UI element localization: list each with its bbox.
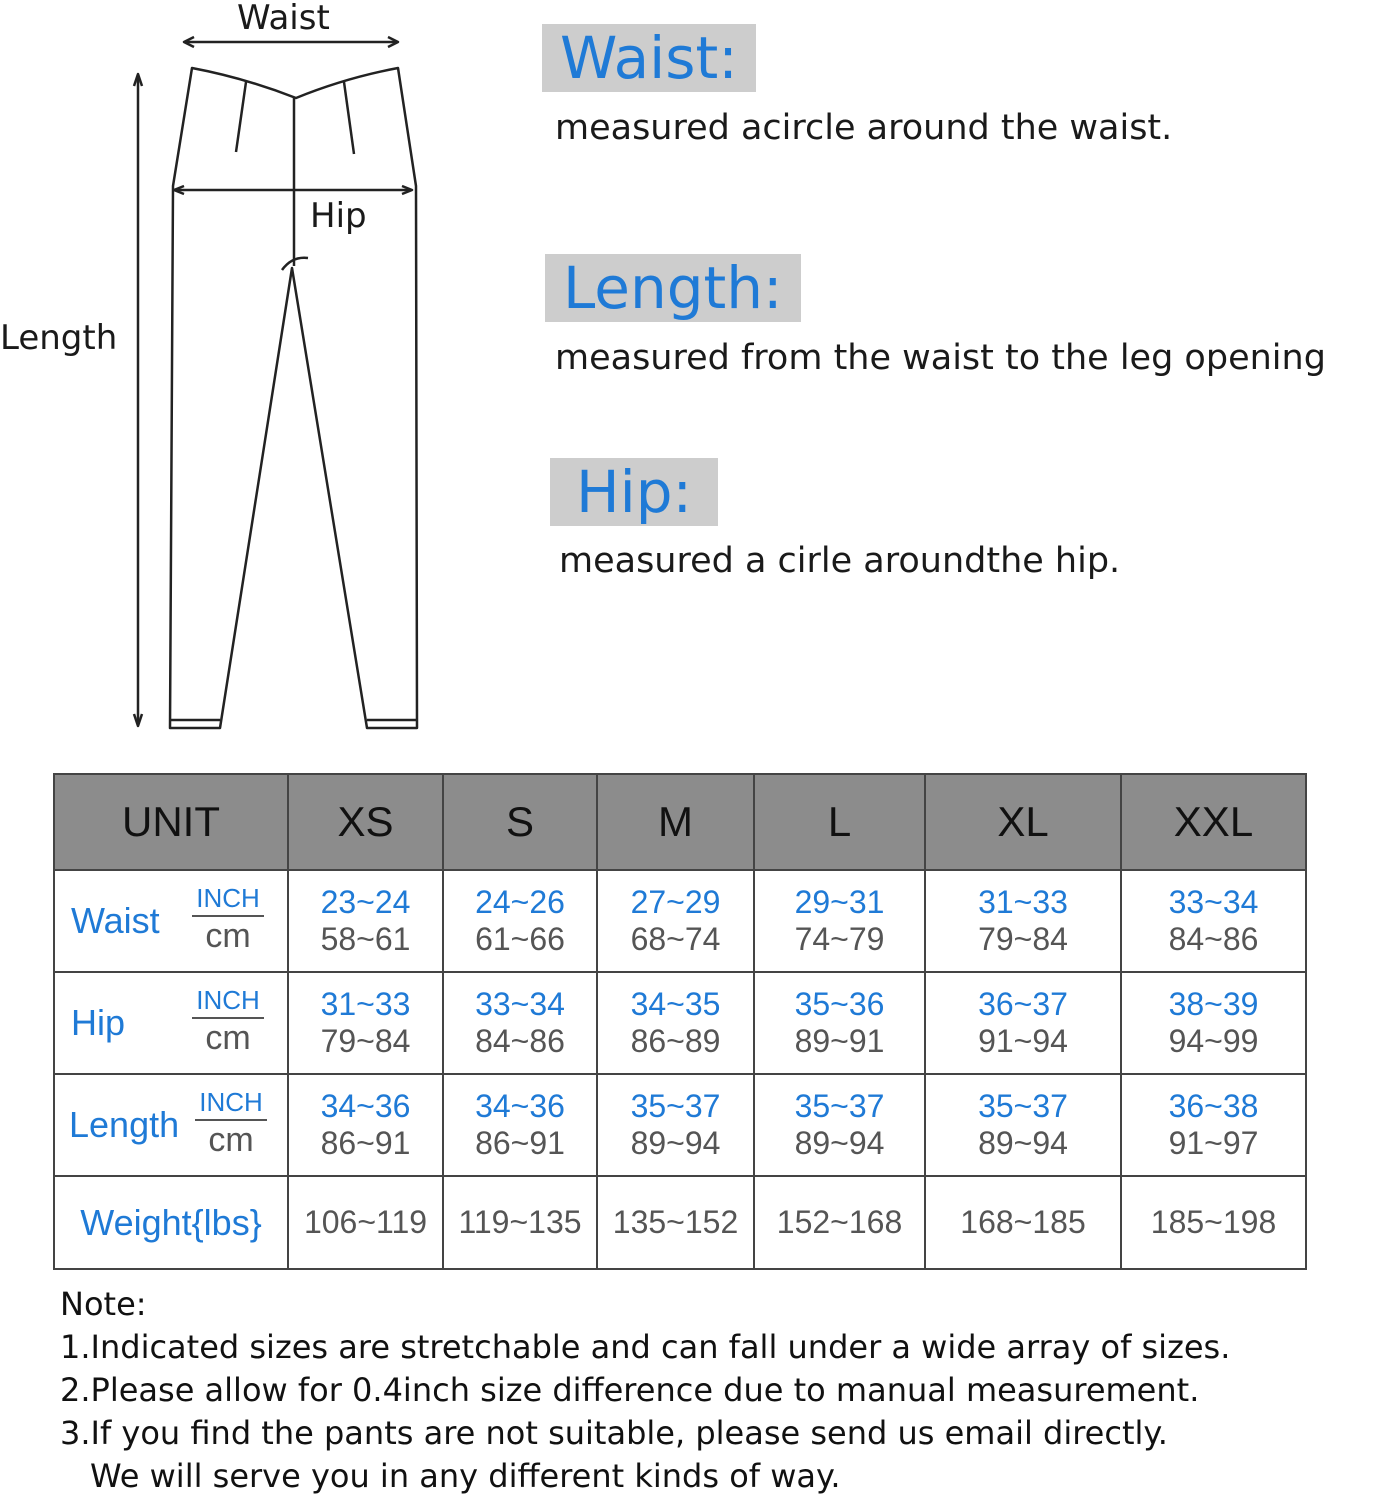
- size-header-l: L: [754, 774, 925, 870]
- cm-value: 79~84: [320, 1023, 411, 1059]
- inch-value: 36~38: [1168, 1088, 1259, 1124]
- cm-value: 79~84: [978, 921, 1068, 957]
- unit-stack: [192, 883, 264, 955]
- table-cell: [443, 972, 597, 1074]
- table-row-hip: [54, 972, 1306, 1074]
- table-cell: [925, 1074, 1121, 1176]
- cm-value: 91~94: [978, 1023, 1068, 1059]
- inch-value: 35~37: [978, 1088, 1068, 1124]
- inch-label: INCH: [192, 985, 264, 1019]
- table-row-length: [54, 1074, 1306, 1176]
- table-cell: [288, 870, 443, 972]
- unit-header: UNIT: [54, 774, 288, 870]
- cm-value: 89~94: [794, 1125, 885, 1161]
- cm-value: 89~91: [794, 1023, 885, 1059]
- inch-value: 35~37: [630, 1088, 721, 1124]
- waist-diagram-label: Waist: [237, 0, 330, 38]
- waist-definition-heading: Waist:: [542, 24, 756, 92]
- note-title: Note:: [60, 1285, 147, 1323]
- cm-value: 91~97: [1168, 1125, 1259, 1161]
- inch-value: 23~24: [320, 884, 411, 920]
- row-label: Length: [69, 1104, 180, 1145]
- hip-diagram-label: Hip: [310, 196, 367, 236]
- table-cell: [288, 972, 443, 1074]
- length-definition-heading: Length:: [545, 254, 801, 322]
- inch-value: 38~39: [1168, 986, 1259, 1022]
- cm-value: 84~86: [475, 1023, 565, 1059]
- row-head-hip: [54, 972, 288, 1074]
- inch-value: 33~34: [1168, 884, 1259, 920]
- cm-value: 68~74: [630, 921, 721, 957]
- table-header-row: [54, 774, 1306, 870]
- inch-value: 29~31: [794, 884, 885, 920]
- inch-value: 36~37: [978, 986, 1068, 1022]
- size-header-m: M: [597, 774, 754, 870]
- hip-definition-text: measured a cirle aroundthe hip.: [559, 541, 1121, 581]
- pants-diagram: [0, 0, 440, 740]
- size-header-xl: XL: [925, 774, 1121, 870]
- cm-value: 61~66: [475, 921, 565, 957]
- weight-value: 168~185: [925, 1176, 1121, 1269]
- inch-value: 34~35: [630, 986, 721, 1022]
- inch-value: 35~37: [794, 1088, 885, 1124]
- weight-value: 135~152: [597, 1176, 754, 1269]
- cm-value: 94~99: [1168, 1023, 1259, 1059]
- cm-value: 89~94: [630, 1125, 721, 1161]
- size-chart-table: [53, 773, 1307, 1270]
- hip-definition-heading: Hip:: [550, 458, 718, 526]
- unit-stack: [192, 985, 264, 1057]
- weight-value: 185~198: [1121, 1176, 1306, 1269]
- row-label: Waist: [71, 900, 160, 941]
- inch-label: INCH: [195, 1087, 267, 1121]
- row-head-weight: Weight{lbs}: [54, 1176, 288, 1269]
- cm-label: cm: [205, 917, 251, 955]
- inch-label: INCH: [192, 883, 264, 917]
- cm-value: 86~89: [630, 1023, 721, 1059]
- note-line-1: 1.Indicated sizes are stretchable and can fall under a wide array of sizes.: [60, 1328, 1231, 1366]
- inch-value: 35~36: [794, 986, 885, 1022]
- row-head-length: [54, 1074, 288, 1176]
- size-header-xxl: XXL: [1121, 774, 1306, 870]
- table-cell: [1121, 1074, 1306, 1176]
- cm-value: 89~94: [978, 1125, 1068, 1161]
- table-cell: [443, 870, 597, 972]
- inch-value: 24~26: [475, 884, 565, 920]
- cm-label: cm: [205, 1019, 251, 1057]
- inch-value: 31~33: [978, 884, 1068, 920]
- table-cell: [288, 1074, 443, 1176]
- inch-value: 34~36: [475, 1088, 565, 1124]
- table-cell: [597, 1074, 754, 1176]
- table-cell: [597, 870, 754, 972]
- table-row-weight: [54, 1176, 1306, 1269]
- size-header-s: S: [443, 774, 597, 870]
- length-diagram-label: Length: [0, 318, 118, 358]
- note-line-3: 3.If you find the pants are not suitable, please send us email directly.: [60, 1414, 1168, 1452]
- row-head-waist: [54, 870, 288, 972]
- row-label: Hip: [71, 1002, 126, 1043]
- size-header-xs: XS: [288, 774, 443, 870]
- weight-value: 106~119: [288, 1176, 443, 1269]
- inch-value: 27~29: [630, 884, 721, 920]
- table-cell: [754, 1074, 925, 1176]
- table-cell: [443, 1074, 597, 1176]
- inch-value: 31~33: [320, 986, 411, 1022]
- table-cell: [754, 972, 925, 1074]
- table-cell: [754, 870, 925, 972]
- cm-label: cm: [208, 1121, 254, 1159]
- note-line-4: We will serve you in any different kinds of way.: [90, 1457, 841, 1495]
- unit-stack: [195, 1087, 267, 1159]
- table-cell: [1121, 972, 1306, 1074]
- table-cell: [597, 972, 754, 1074]
- weight-value: 119~135: [443, 1176, 597, 1269]
- length-definition-text: measured from the waist to the leg opening: [555, 338, 1326, 378]
- cm-value: 84~86: [1168, 921, 1259, 957]
- note-line-2: 2.Please allow for 0.4inch size difference due to manual measurement.: [60, 1371, 1200, 1409]
- table-cell: [1121, 870, 1306, 972]
- cm-value: 74~79: [794, 921, 885, 957]
- cm-value: 58~61: [320, 921, 411, 957]
- cm-value: 86~91: [475, 1125, 565, 1161]
- inch-value: 33~34: [475, 986, 565, 1022]
- table-cell: [925, 972, 1121, 1074]
- cm-value: 86~91: [320, 1125, 411, 1161]
- weight-value: 152~168: [754, 1176, 925, 1269]
- inch-value: 34~36: [320, 1088, 411, 1124]
- table-cell: [925, 870, 1121, 972]
- waist-definition-text: measured acircle around the waist.: [555, 108, 1173, 148]
- table-row-waist: [54, 870, 1306, 972]
